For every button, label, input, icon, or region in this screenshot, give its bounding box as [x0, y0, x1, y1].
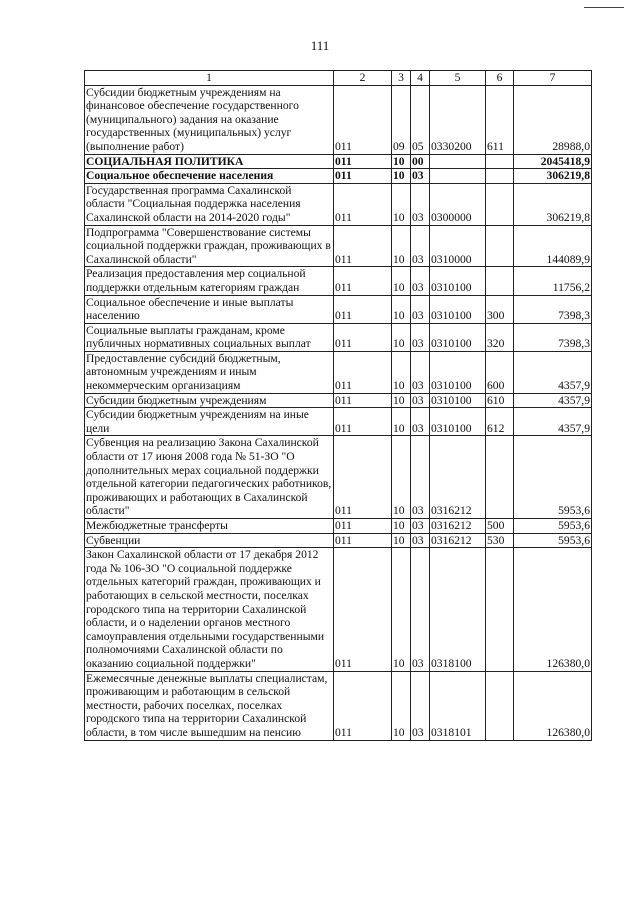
row-name: Социальные выплаты гражданам, кроме публичных нормативных социальных выплат [85, 323, 334, 351]
subsection-code: 00 [411, 154, 430, 169]
expense-kind [486, 154, 514, 169]
table-row [85, 85, 592, 154]
table-row [85, 519, 592, 534]
table-row [85, 323, 592, 351]
row-name: Социальное обеспечение и иные выплаты населению [85, 295, 334, 323]
expense-kind: 610 [486, 393, 514, 408]
ministry-code: 011 [334, 408, 392, 436]
section-code: 10 [392, 267, 411, 295]
section-code: 10 [392, 225, 411, 267]
amount: 5953,6 [514, 436, 592, 519]
expense-kind [486, 183, 514, 225]
target-code: 0310100 [430, 267, 486, 295]
ministry-code: 011 [334, 436, 392, 519]
subsection-code: 03 [411, 295, 430, 323]
subsection-code: 03 [411, 436, 430, 519]
target-code: 0310000 [430, 225, 486, 267]
table-row [85, 436, 592, 519]
subsection-code: 03 [411, 408, 430, 436]
expense-kind [486, 548, 514, 671]
row-name: Подпрограмма "Совершенствование системы социальной поддержки граждан, проживающих в Сахалинской области" [85, 225, 334, 267]
section-code: 10 [392, 671, 411, 740]
top-rule [584, 7, 624, 8]
row-name: Субвенции [85, 533, 334, 548]
expense-kind: 300 [486, 295, 514, 323]
section-code: 10 [392, 408, 411, 436]
section-code: 10 [392, 519, 411, 534]
table-row [85, 295, 592, 323]
target-code: 0316212 [430, 533, 486, 548]
ministry-code: 011 [334, 548, 392, 671]
amount: 4357,9 [514, 351, 592, 393]
amount: 7398,3 [514, 295, 592, 323]
section-code: 10 [392, 183, 411, 225]
section-code: 10 [392, 154, 411, 169]
target-code [430, 169, 486, 184]
target-code: 0310100 [430, 393, 486, 408]
section-code: 10 [392, 533, 411, 548]
ministry-code: 011 [334, 169, 392, 184]
expense-kind [486, 169, 514, 184]
amount: 7398,3 [514, 323, 592, 351]
expense-kind [486, 436, 514, 519]
subsection-code: 03 [411, 393, 430, 408]
target-code: 0330200 [430, 85, 486, 154]
target-code: 0310100 [430, 408, 486, 436]
amount: 2045418,9 [514, 154, 592, 169]
section-code: 10 [392, 548, 411, 671]
column-header: 7 [514, 71, 592, 86]
section-code: 10 [392, 295, 411, 323]
section-code: 10 [392, 323, 411, 351]
target-code [430, 154, 486, 169]
budget-table [84, 70, 592, 741]
expense-kind: 530 [486, 533, 514, 548]
row-name: Субвенция на реализацию Закона Сахалинской области от 17 июня 2008 года № 51-ЗО "О дополнительных мерах социальной поддержки отдельной категории педагогических работников, проживающих и работающих в Сахалинской области" [85, 436, 334, 519]
ministry-code: 011 [334, 183, 392, 225]
row-name: Социальное обеспечение населения [85, 169, 334, 184]
subsection-code: 03 [411, 351, 430, 393]
column-header: 1 [85, 71, 334, 86]
row-name: Межбюджетные трансферты [85, 519, 334, 534]
amount: 5953,6 [514, 519, 592, 534]
ministry-code: 011 [334, 519, 392, 534]
row-name: Предоставление субсидий бюджетным, автономным учреждениям и иным некоммерческим организациям [85, 351, 334, 393]
page-number: 111 [310, 38, 330, 53]
expense-kind: 612 [486, 408, 514, 436]
amount: 28988,0 [514, 85, 592, 154]
row-name: СОЦИАЛЬНАЯ ПОЛИТИКА [85, 154, 334, 169]
subsection-code: 03 [411, 533, 430, 548]
column-header: 3 [392, 71, 411, 86]
amount: 5953,6 [514, 533, 592, 548]
column-header: 4 [411, 71, 430, 86]
table-row [85, 267, 592, 295]
target-code: 0310100 [430, 351, 486, 393]
amount: 306219,8 [514, 183, 592, 225]
subsection-code: 03 [411, 225, 430, 267]
table-row [85, 351, 592, 393]
target-code: 0310100 [430, 295, 486, 323]
ministry-code: 011 [334, 225, 392, 267]
target-code: 0300000 [430, 183, 486, 225]
table-row [85, 183, 592, 225]
subsection-code: 03 [411, 267, 430, 295]
subsection-code: 03 [411, 671, 430, 740]
section-code: 10 [392, 393, 411, 408]
ministry-code: 011 [334, 267, 392, 295]
amount: 306219,8 [514, 169, 592, 184]
target-code: 0318101 [430, 671, 486, 740]
expense-kind [486, 225, 514, 267]
ministry-code: 011 [334, 323, 392, 351]
row-name: Закон Сахалинской области от 17 декабря 2012 года № 106-ЗО "О социальной поддержке отдельных категорий граждан, проживающих и работающих в сельской местности, поселках городского типа на территории Сахалинской области, и о наделении органов местного самоуправления отдельными государственными полномочиями Сахалинской области по оказанию социальной поддержки" [85, 548, 334, 671]
ministry-code: 011 [334, 393, 392, 408]
table-row [85, 393, 592, 408]
amount: 4357,9 [514, 408, 592, 436]
ministry-code: 011 [334, 295, 392, 323]
row-name: Государственная программа Сахалинской области "Социальная поддержка населения Сахалинской области на 2014-2020 годы" [85, 183, 334, 225]
amount: 4357,9 [514, 393, 592, 408]
section-code: 09 [392, 85, 411, 154]
table-row [85, 169, 592, 184]
expense-kind: 320 [486, 323, 514, 351]
subsection-code: 03 [411, 183, 430, 225]
column-header: 6 [486, 71, 514, 86]
table-row [85, 408, 592, 436]
target-code: 0318100 [430, 548, 486, 671]
expense-kind [486, 671, 514, 740]
ministry-code: 011 [334, 671, 392, 740]
ministry-code: 011 [334, 154, 392, 169]
target-code: 0316212 [430, 519, 486, 534]
table-row [85, 548, 592, 671]
subsection-code: 03 [411, 323, 430, 351]
amount: 126380,0 [514, 671, 592, 740]
table-row [85, 225, 592, 267]
table-row [85, 671, 592, 740]
column-header: 5 [430, 71, 486, 86]
column-header: 2 [334, 71, 392, 86]
amount: 11756,2 [514, 267, 592, 295]
target-code: 0310100 [430, 323, 486, 351]
row-name: Субсидии бюджетным учреждениям [85, 393, 334, 408]
section-code: 10 [392, 351, 411, 393]
section-code: 10 [392, 436, 411, 519]
amount: 126380,0 [514, 548, 592, 671]
row-name: Субсидии бюджетным учреждениям на иные цели [85, 408, 334, 436]
expense-kind: 500 [486, 519, 514, 534]
row-name: Ежемесячные денежные выплаты специалистам, проживающим и работающим в сельской местности, рабочих поселках, поселках городского типа на территории Сахалинской области, в том числе вышедшим на пенсию [85, 671, 334, 740]
header-row [85, 71, 592, 86]
section-code: 10 [392, 169, 411, 184]
subsection-code: 03 [411, 519, 430, 534]
amount: 144089,9 [514, 225, 592, 267]
subsection-code: 03 [411, 548, 430, 671]
ministry-code: 011 [334, 85, 392, 154]
target-code: 0316212 [430, 436, 486, 519]
subsection-code: 05 [411, 85, 430, 154]
table-row [85, 154, 592, 169]
table-row [85, 533, 592, 548]
row-name: Реализация предоставления мер социальной поддержки отдельным категориям граждан [85, 267, 334, 295]
expense-kind: 600 [486, 351, 514, 393]
ministry-code: 011 [334, 351, 392, 393]
subsection-code: 03 [411, 169, 430, 184]
row-name: Субсидии бюджетным учреждениям на финансовое обеспечение государственного (муниципального) задания на оказание государственных (муниципальных) услуг (выполнение работ) [85, 85, 334, 154]
ministry-code: 011 [334, 533, 392, 548]
expense-kind [486, 267, 514, 295]
expense-kind: 611 [486, 85, 514, 154]
